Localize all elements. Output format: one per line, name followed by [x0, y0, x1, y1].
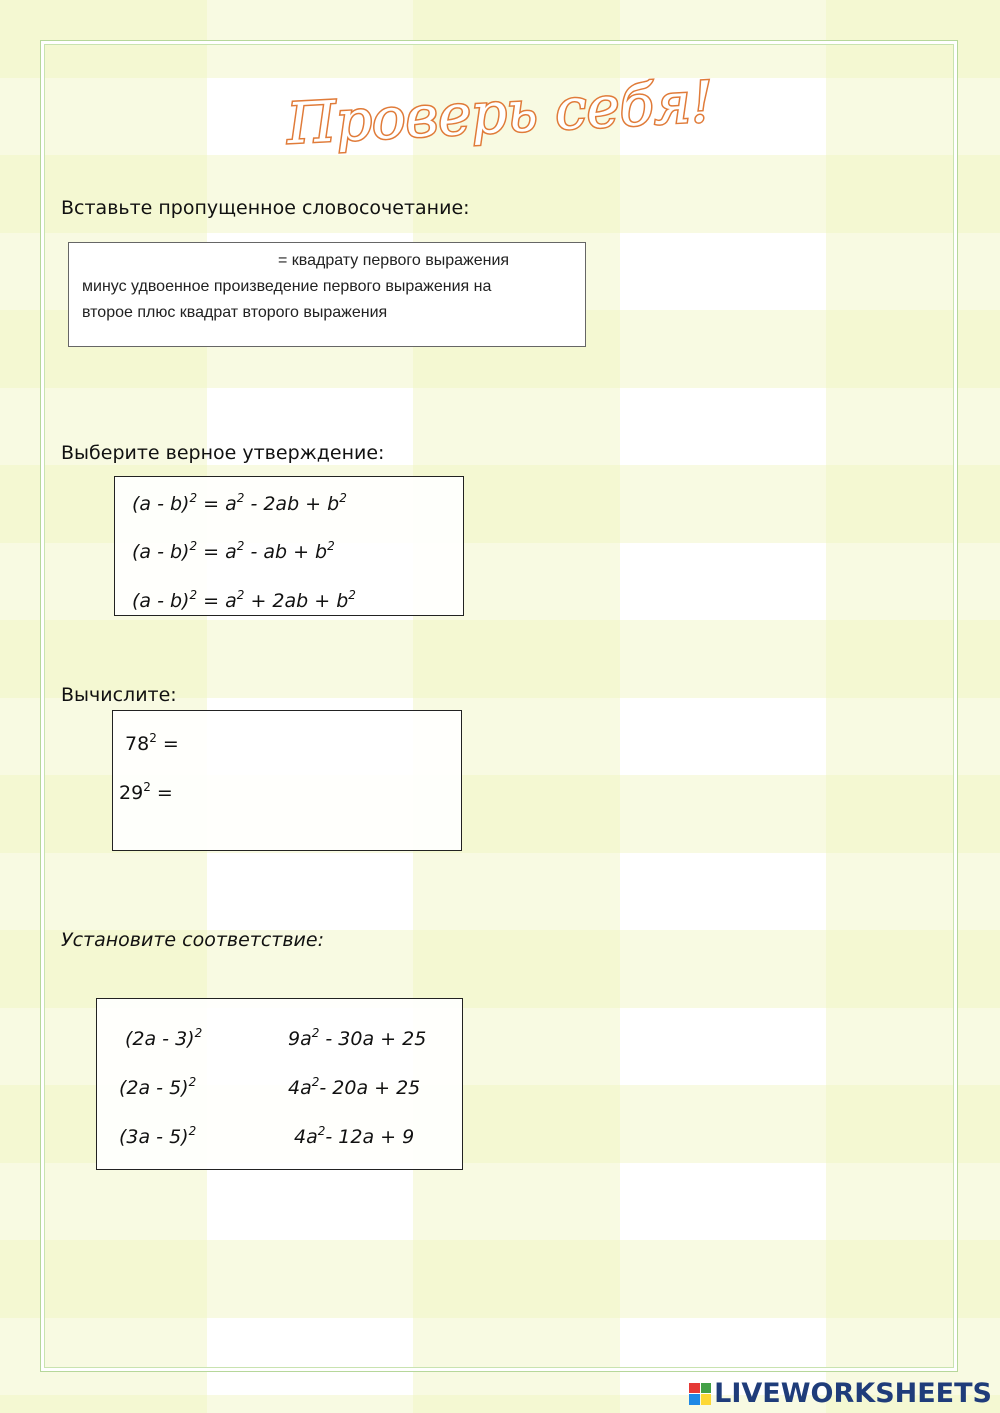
option-2[interactable]: $(a - b)^2 = a^2$ - ab + $b^2$	[132, 539, 335, 563]
page-title-text: Проверь себя!	[285, 69, 715, 158]
liveworksheets-logo	[689, 1378, 992, 1409]
definition-line-3: второе плюс квадрат второго выражения	[82, 304, 388, 321]
choose-heading: Выберите верное утверждение:	[61, 442, 385, 464]
match-right-1[interactable]: $9a^2 - 30a + 25$	[288, 1026, 427, 1050]
definition-box	[68, 242, 586, 347]
compute-box	[112, 710, 462, 851]
page-title	[285, 60, 715, 160]
options-box	[114, 476, 464, 616]
option-3[interactable]: $(a - b)^2 = a^2 + 2ab + b^2$	[132, 588, 356, 612]
match-right-2[interactable]: $4a^2-$ 20a + 25	[288, 1075, 421, 1099]
option-1[interactable]: $(a - b)^2 = a^2 - 2ab + b^2$	[132, 491, 347, 515]
logo-mark-icon	[689, 1383, 711, 1405]
page-frame	[40, 40, 958, 1372]
blank-input[interactable]	[79, 251, 275, 273]
match-heading: Установите соответствие:	[61, 929, 324, 951]
fill-in-heading: Вставьте пропущенное словосочетание:	[61, 197, 470, 219]
match-box	[96, 998, 463, 1170]
definition-line-1: = квадрату первого выражения	[278, 252, 510, 269]
answer-input-29[interactable]	[177, 780, 337, 806]
match-left-3[interactable]: (3a - 5)$^2$	[119, 1124, 197, 1148]
match-left-2[interactable]: (2a - 5)$^2$	[119, 1075, 197, 1099]
compute-item-78: $78^2$ =	[125, 731, 179, 755]
definition-line-2: минус удвоенное произведение первого выражения на	[82, 278, 492, 295]
match-left-1[interactable]: (2a - 3)$^2$	[125, 1026, 203, 1050]
compute-item-29: $29^2$ =	[119, 780, 173, 804]
logo-text: LIVEWORKSHEETS	[714, 1378, 992, 1409]
compute-heading: Вычислите:	[61, 684, 177, 706]
match-right-3[interactable]: $4a^2-$ 12a + 9	[294, 1124, 415, 1148]
answer-input-78[interactable]	[183, 731, 343, 757]
